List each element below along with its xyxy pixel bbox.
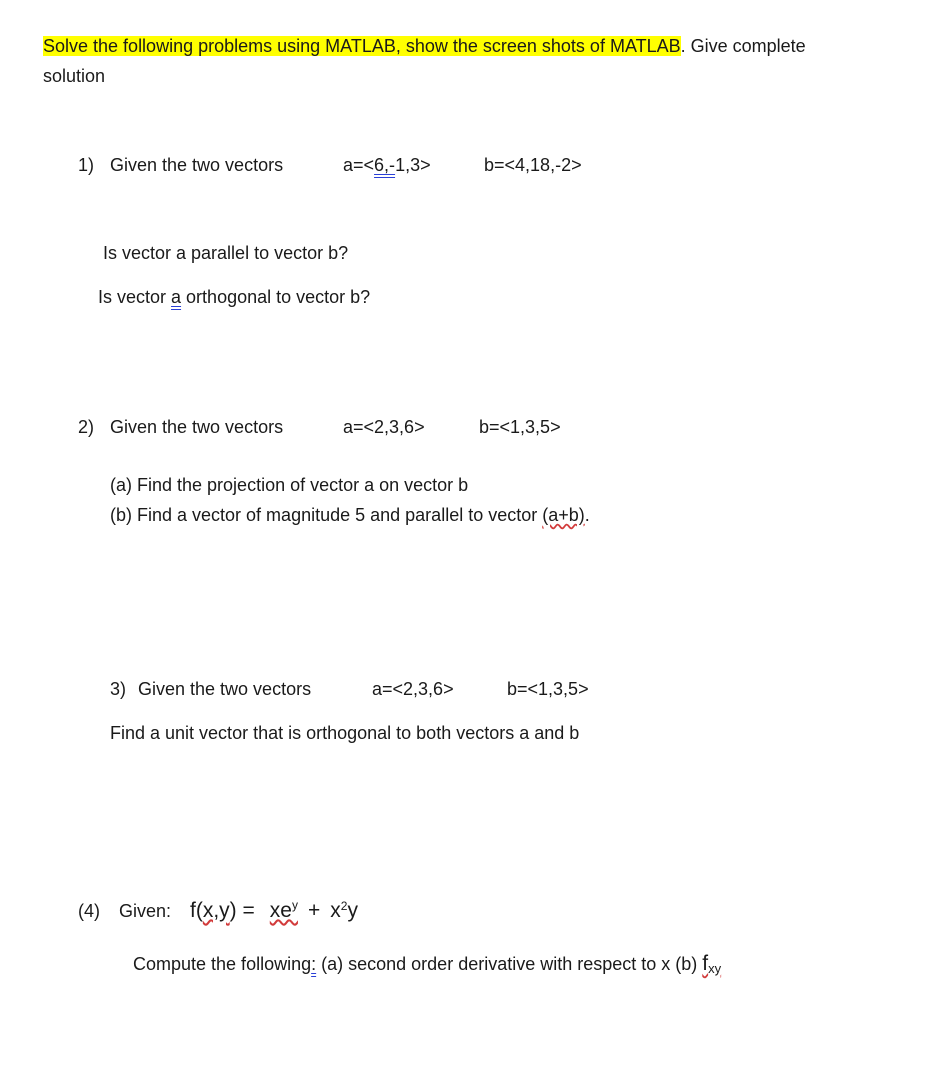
instruction-line-2: solution: [43, 66, 106, 86]
problem-2-vector-b: b=<1,3,5>: [479, 417, 561, 437]
problem-4-given-label: Given:: [119, 901, 172, 921]
problem-3-vector-a: a=<2,3,6>: [372, 679, 454, 699]
problem-3-vector-b: b=<1,3,5>: [507, 679, 589, 699]
problem-1-vector-b: b=<4,18,-2>: [484, 155, 582, 175]
problem-2-number: 2): [78, 417, 95, 437]
problem-4-compute: Compute the following: (a) second order derivative with respect to x (b) $f_{xy}$: [133, 952, 722, 976]
problem-1-question-orthogonal: Is vector a orthogonal to vector b?: [98, 287, 371, 307]
instruction-rest: . Give complete: [680, 36, 806, 56]
problem-3-task: Find a unit vector that is orthogonal to both vectors a and b: [110, 723, 580, 743]
instruction-line-1: [43, 36, 806, 57]
problem-4-function: f(x,y) = $xe^y + x^2y$: [190, 898, 358, 922]
problem-2-vector-a: a=<2,3,6>: [343, 417, 425, 437]
problem-3-intro: Given the two vectors: [138, 679, 312, 699]
problem-2-part-a: (a) Find the projection of vector a on vector b: [110, 475, 469, 495]
problem-1-vector-a: a=<6,-1,3>: [343, 155, 431, 175]
problem-4-number: (4): [78, 901, 100, 921]
problem-3-number: 3): [110, 679, 127, 699]
problem-1-intro: Given the two vectors: [110, 155, 284, 175]
problem-1-number: 1): [78, 155, 95, 175]
problem-2-part-b: (b) Find a vector of magnitude 5 and parallel to vector (a+b).: [110, 505, 590, 525]
problem-1-question-parallel: Is vector a parallel to vector b?: [103, 243, 349, 263]
problem-2-intro: Given the two vectors: [110, 417, 284, 437]
highlighted-instruction: Solve the following problems using MATLAB, show the screen shots of MATLAB: [43, 36, 681, 56]
